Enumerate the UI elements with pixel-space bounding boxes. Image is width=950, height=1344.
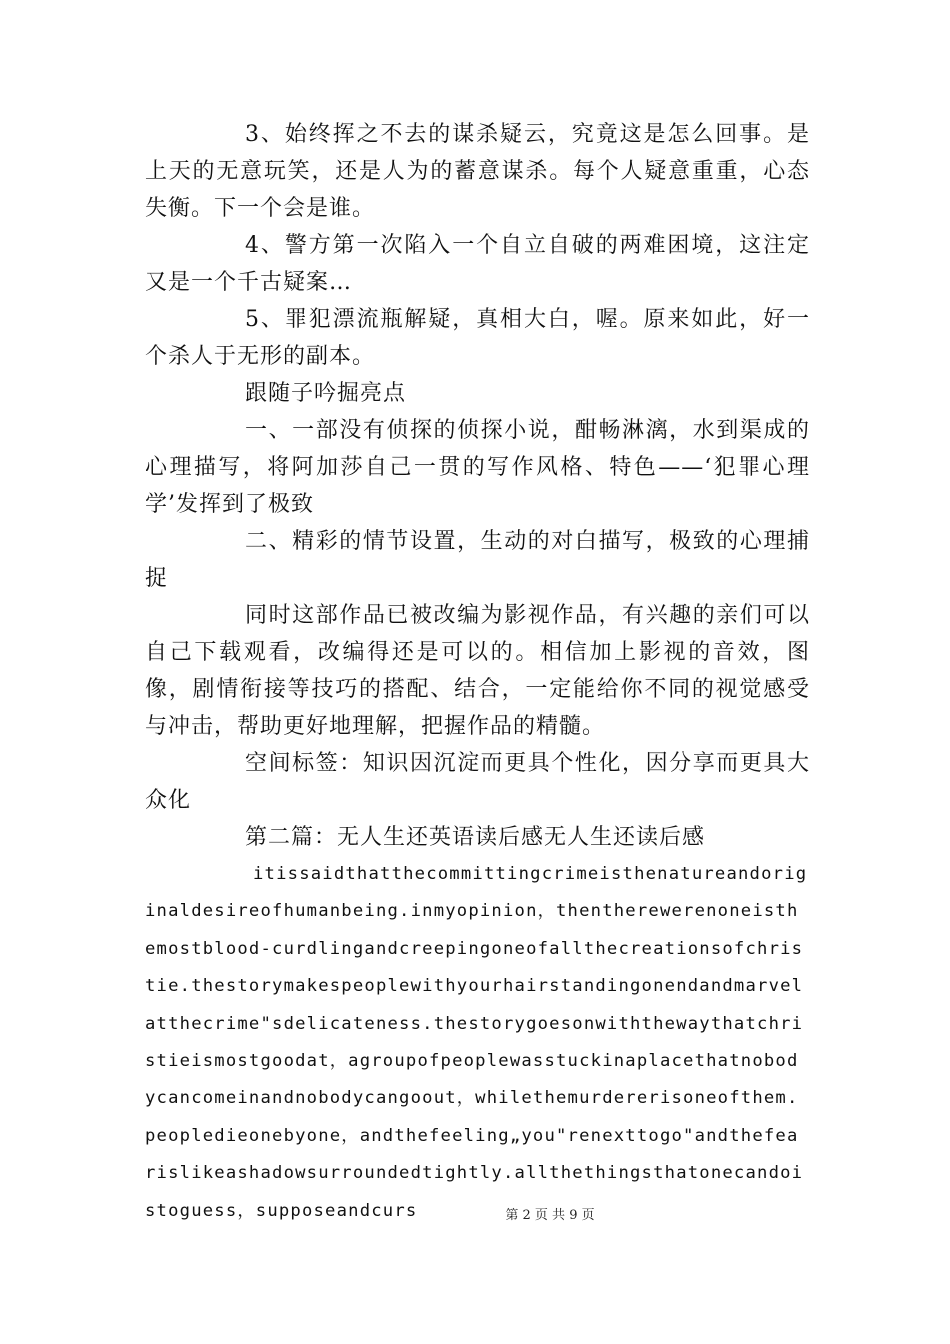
highlight-one: 一、一部没有侦探的侦探小说，酣畅淋漓，水到渠成的心理描写，将阿加莎自己一贯的写作风格、特色——‘犯罪心理学’发挥到了极致 [145, 418, 810, 517]
highlights-heading: 跟随子吟掘亮点 [245, 381, 407, 406]
paragraph-5: 5、罪犯漂流瓶解疑，真相大白，喔。原来如此，好一个杀人于无形的副本。 [145, 307, 810, 369]
highlight-two: 二、精彩的情节设置，生动的对白描写，极致的心理捕捉 [145, 529, 810, 591]
second-article-title: 第二篇：无人生还英语读后感无人生还读后感 [245, 825, 706, 850]
page-number-footer: 第 2 页 共 9 页 [505, 1208, 595, 1223]
english-review-text: itissaidthatthecommittingcrimeisthenatureandoriginaldesireofhumanbeing.inmyopinion，thentherewerenoneisthemostblood-curdlingandcreepingoneofallthecreationsofchristie.thestorymakespeoplewithyourhairstandingonendandmarvelatthecrime"sdelicateness.thestorygoesonwiththewaythatchristieismostgoodat，agroupofpeoplewasstuckinaplacethatnobodycancomeinandnobodycangoout，whilethemurdererisoneofthem.peopledieonebyone，andthefeeling„you"renexttogo"andthefearislikeashadowsurroundedtightly.allthethingsthatonecandoistoguess，supposeandcurs [145, 864, 808, 1221]
paragraph-4: 4、警方第一次陷入一个自立自破的两难困境，这注定又是一个千古疑案… [145, 233, 810, 295]
adaptation-paragraph: 同时这部作品已被改编为影视作品，有兴趣的亲们可以自己下载观看，改编得还是可以的。相信加上影视的音效，图像，剧情衔接等技巧的搭配、结合，一定能给你不同的视觉感受与冲击，帮助更好地理解，把握作品的精髓。 [145, 603, 810, 739]
space-tag-paragraph: 空间标签：知识因沉淀而更具个性化，因分享而更具大众化 [145, 751, 810, 813]
paragraph-3: 3、始终挥之不去的谋杀疑云，究竟这是怎么回事。是上天的无意玩笑，还是人为的蓄意谋杀。每个人疑意重重，心态失衡。下一个会是谁。 [145, 122, 810, 221]
document-body [145, 116, 810, 1230]
